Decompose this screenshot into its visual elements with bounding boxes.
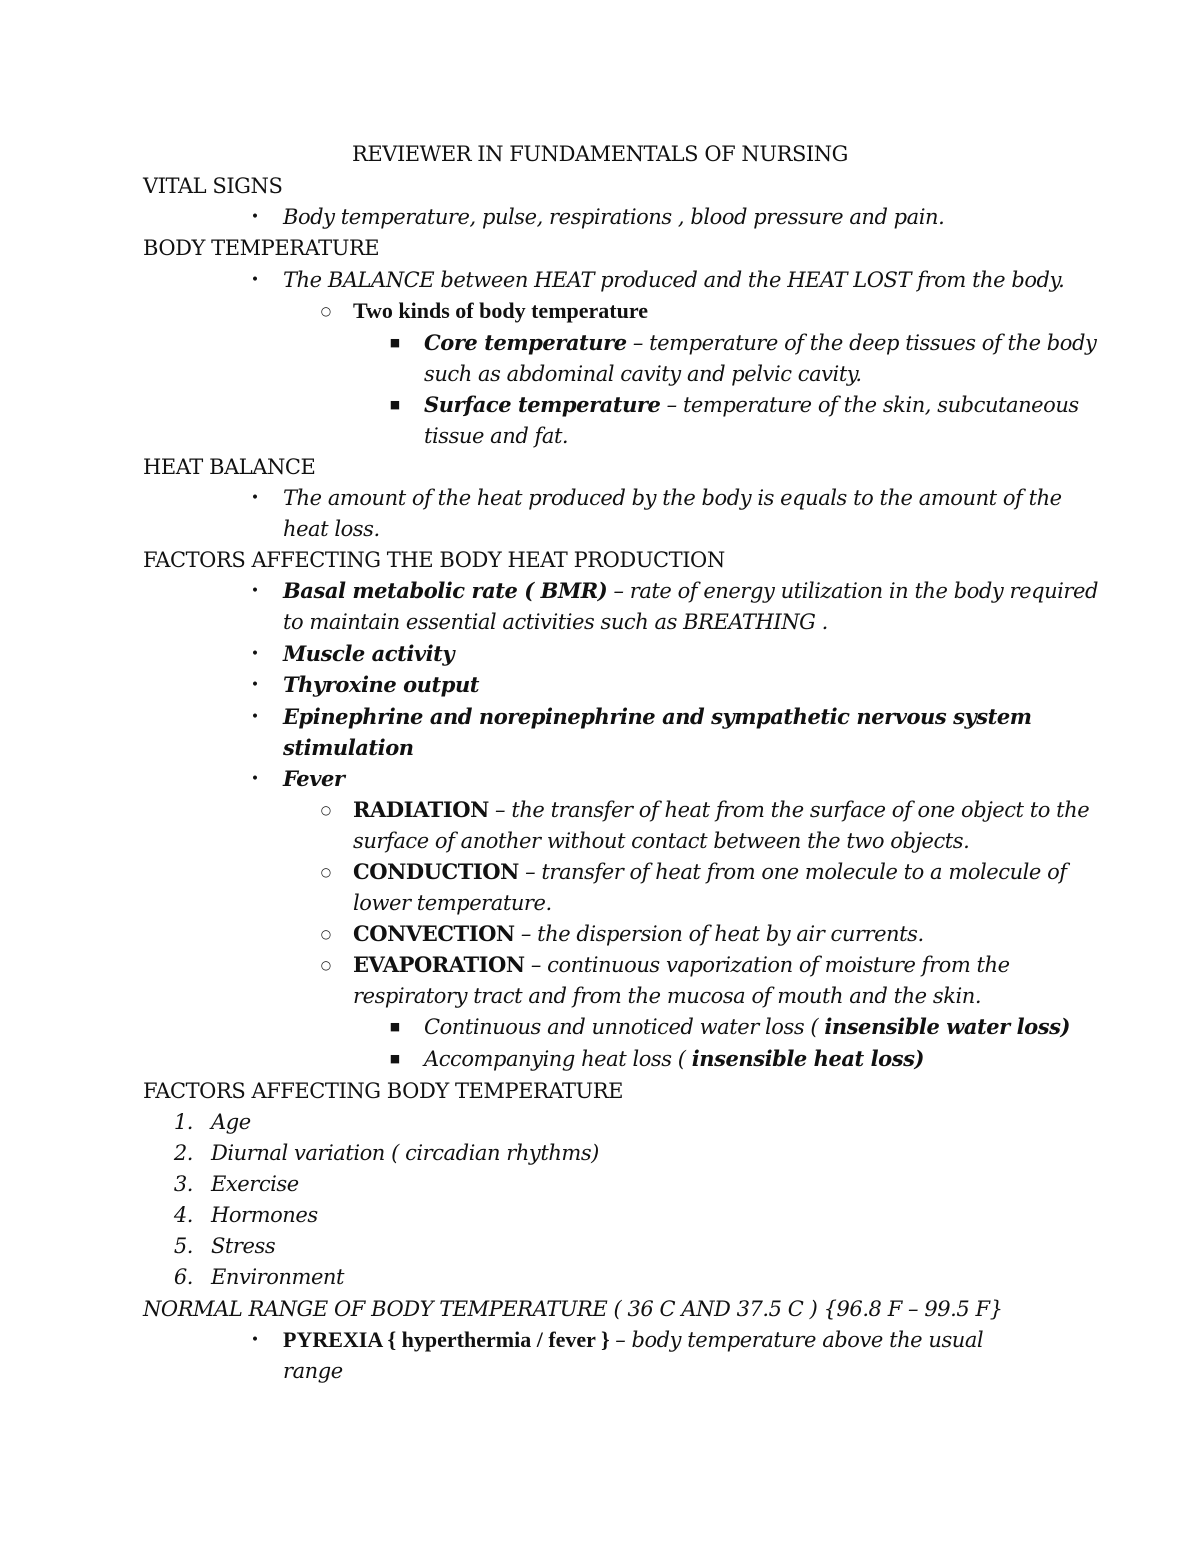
list-item: Age	[211, 1110, 251, 1134]
bmr-term: Basal metabolic rate ( BMR)	[283, 578, 608, 603]
disc-bullet-icon: •	[250, 272, 260, 288]
bmr-def: – rate of energy utilization in the body required	[607, 579, 1098, 603]
list-number: 5.	[173, 1234, 193, 1258]
core-temperature-term: Core temperature	[424, 330, 627, 355]
pyrexia-def: – body temperature above the usual	[615, 1328, 984, 1352]
circle-bullet-icon: ○	[320, 865, 332, 879]
heading-heat-production-factors: FACTORS AFFECTING THE BODY HEAT PRODUCTION	[143, 548, 725, 572]
muscle-activity-item: Muscle activity	[283, 641, 455, 666]
pyrexia-def-cont: range	[283, 1359, 343, 1383]
epinephrine-item: Epinephrine and norepinephrine and sympathetic nervous system	[283, 704, 1032, 729]
pyrexia-term: PYREXIA { hyperthermia / fever }	[283, 1327, 616, 1352]
list-number: 2.	[173, 1141, 193, 1165]
list-item: Stress	[211, 1234, 276, 1258]
core-temperature-item	[424, 329, 1096, 357]
evaporation-item	[353, 951, 1010, 979]
pyrexia-item	[283, 1326, 983, 1354]
list-item: Diurnal variation ( circadian rhythms)	[211, 1141, 599, 1165]
list-number: 3.	[173, 1172, 193, 1196]
disc-bullet-icon: •	[250, 677, 260, 693]
convection-item	[353, 920, 924, 948]
circle-bullet-icon: ○	[320, 803, 332, 817]
bmr-def-cont: to maintain essential activities such as BREATHING .	[283, 610, 828, 634]
heat-balance-definition: The amount of the heat produced by the body is equals to the amount of the	[283, 486, 1062, 510]
disc-bullet-icon: •	[250, 490, 260, 506]
water-loss-term: insensible water loss)	[824, 1014, 1070, 1039]
circle-bullet-icon: ○	[320, 958, 332, 972]
disc-bullet-icon: •	[250, 709, 260, 725]
vital-signs-list-item: Body temperature, pulse, respirations , blood pressure and pain.	[283, 205, 945, 229]
thyroxine-item: Thyroxine output	[283, 672, 480, 697]
conduction-term: CONDUCTION	[353, 859, 519, 884]
disc-bullet-icon: •	[250, 209, 260, 225]
evaporation-term: EVAPORATION	[353, 952, 525, 977]
evaporation-def-cont: respiratory tract and from the mucosa of mouth and the skin.	[353, 984, 982, 1008]
core-temperature-def-cont: such as abdominal cavity and pelvic cavity.	[424, 362, 862, 386]
surface-temperature-item	[424, 391, 1079, 419]
heading-vital-signs: VITAL SIGNS	[143, 174, 283, 198]
convection-def: – the dispersion of heat by air currents.	[514, 922, 924, 946]
heat-loss-term: insensible heat loss)	[691, 1046, 924, 1071]
conduction-item	[353, 858, 1067, 886]
evaporation-def: – continuous vaporization of moisture from the	[524, 953, 1010, 977]
list-item: Environment	[211, 1265, 344, 1289]
water-loss-item	[424, 1013, 1070, 1041]
fever-item: Fever	[283, 766, 345, 791]
list-number: 1.	[173, 1110, 193, 1134]
water-loss-text: Continuous and unnoticed water loss (	[424, 1015, 825, 1039]
convection-term: CONVECTION	[353, 921, 515, 946]
heading-body-temperature-factors: FACTORS AFFECTING BODY TEMPERATURE	[143, 1079, 623, 1103]
disc-bullet-icon: •	[250, 1332, 260, 1348]
conduction-def-cont: lower temperature.	[353, 891, 552, 915]
heading-body-temperature: BODY TEMPERATURE	[143, 236, 380, 260]
radiation-def-cont: surface of another without contact between the two objects.	[353, 829, 970, 853]
surface-temperature-term: Surface temperature	[424, 392, 661, 417]
surface-temperature-def-cont: tissue and fat.	[424, 424, 569, 448]
radiation-item	[353, 796, 1089, 824]
list-item: Exercise	[211, 1172, 299, 1196]
list-item: Hormones	[211, 1203, 318, 1227]
heat-loss-text: Accompanying heat loss (	[424, 1047, 692, 1071]
disc-bullet-icon: •	[250, 646, 260, 662]
heat-balance-definition-cont: heat loss.	[283, 517, 380, 541]
radiation-term: RADIATION	[353, 797, 489, 822]
list-number: 4.	[173, 1203, 193, 1227]
surface-temperature-def: – temperature of the skin, subcutaneous	[660, 393, 1079, 417]
bmr-item	[283, 577, 1098, 605]
square-bullet-icon: ■	[389, 1052, 401, 1065]
body-temperature-definition: The BALANCE between HEAT produced and the HEAT LOST from the body.	[283, 268, 1065, 292]
heading-heat-balance: HEAT BALANCE	[143, 455, 316, 479]
square-bullet-icon: ■	[389, 336, 401, 349]
circle-bullet-icon: ○	[320, 927, 332, 941]
radiation-def: – the transfer of heat from the surface of one object to the	[488, 798, 1090, 822]
two-kinds-heading: Two kinds of body temperature	[353, 298, 648, 323]
disc-bullet-icon: •	[250, 771, 260, 787]
document-title: REVIEWER IN FUNDAMENTALS OF NURSING	[352, 142, 848, 166]
heading-normal-range: NORMAL RANGE OF BODY TEMPERATURE ( 36 C AND 37.5 C ) {96.8 F – 99.5 F}	[143, 1297, 1003, 1321]
core-temperature-def: – temperature of the deep tissues of the body	[626, 331, 1097, 355]
square-bullet-icon: ■	[389, 398, 401, 411]
disc-bullet-icon: •	[250, 583, 260, 599]
circle-bullet-icon: ○	[320, 304, 332, 318]
heat-loss-item	[424, 1045, 924, 1073]
list-number: 6.	[173, 1265, 193, 1289]
epinephrine-item-cont: stimulation	[283, 735, 414, 760]
conduction-def: – transfer of heat from one molecule to a molecule of	[518, 860, 1067, 884]
square-bullet-icon: ■	[389, 1020, 401, 1033]
